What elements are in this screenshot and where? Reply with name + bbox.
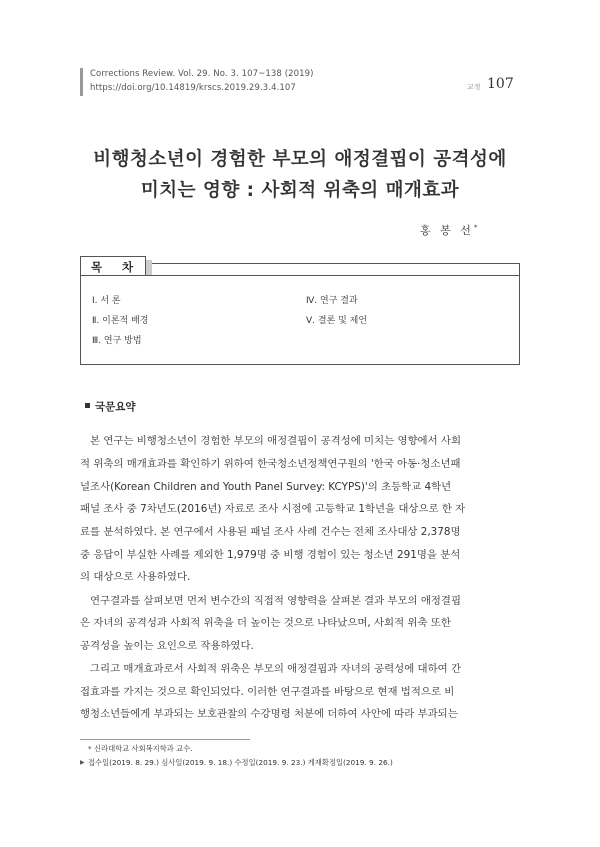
abstract-line: 널조사(Korean Children and Youth Panel Survey: KCYPS)'의 초등학교 4학년 — [80, 481, 452, 493]
footnote-dates: 접수일(2019. 8. 29.) 심사일(2019. 9. 18.) 수정일(2019. 9. 23.) 게재확정일(2019. 9. 26.) — [88, 758, 393, 767]
footnote-triangle-icon: ▶ — [80, 759, 85, 766]
page-number: 107 — [487, 76, 514, 92]
paper-title-line-1: 비행청소년이 경험한 부모의 애정결핍이 공격성에 — [93, 149, 507, 170]
abstract-line: 은 자녀의 공격성과 사회적 위축을 더 높이는 것으로 나타났으며, 사회적 위축 또한 — [80, 617, 451, 629]
abstract-line: 접효과를 가지는 것으로 확인되었다. 이러한 연구결과를 바탕으로 현재 법적으로 비 — [80, 686, 455, 698]
journal-citation: Corrections Review. Vol. 29. No. 3. 107~138 (2019) — [90, 69, 314, 79]
toc-item-conclusion: Ⅴ. 결론 및 제언 — [306, 316, 368, 326]
header-accent-bar — [80, 68, 83, 96]
toc-item-background: Ⅱ. 이론적 배경 — [92, 316, 149, 326]
abstract-line: 행청소년들에게 부과되는 보호관찰의 수강명령 처분에 더하여 사안에 따라 부과되는 — [80, 708, 458, 720]
footnote-affiliation: * 신라대학교 사회복지학과 교수. — [88, 744, 193, 753]
doi-link[interactable]: https://doi.org/10.14819/krscs.2019.29.3.4.107 — [90, 83, 296, 93]
toc-item-method: Ⅲ. 연구 방법 — [92, 336, 142, 346]
abstract-line: 적 위축의 매개효과를 확인하기 위하여 한국청소년정책연구원의 '한국 아동·청소년패 — [80, 458, 461, 470]
abstract-line: 공격성을 높이는 요인으로 작용하였다. — [80, 640, 254, 652]
abstract-heading: 국문요약 — [95, 401, 136, 413]
author-footnote-mark: * — [473, 223, 478, 232]
footnote-rule — [80, 739, 250, 740]
abstract-line: 의 대상으로 사용하였다. — [80, 571, 191, 583]
toc-item-introduction: Ⅰ. 서 론 — [92, 296, 121, 306]
author-name: 홍 봉 선 — [420, 224, 474, 237]
abstract-line: 패널 조사 중 7차년도(2016년) 자료로 조사 시점에 고등학교 1학년을 대상으로 한 자 — [80, 503, 466, 515]
section-bullet-icon — [85, 403, 90, 408]
abstract-line: 연구결과를 살펴보면 먼저 변수간의 직접적 영향력을 살펴본 결과 부모의 애정결핍 — [90, 595, 461, 607]
abstract-line: 그리고 매개효과로서 사회적 위축은 부모의 애정결핍과 자녀의 공력성에 대하여 간 — [90, 663, 461, 675]
abstract-line: 중 응답이 부실한 사례를 제외한 1,979명 중 비행 경험이 있는 청소년 291명을 분석 — [80, 549, 461, 561]
abstract-line: 료를 분석하였다. 본 연구에서 사용된 패널 조사 사례 건수는 전체 조사대상 2,378명 — [80, 526, 461, 538]
page-mark: 교정 — [467, 83, 481, 91]
toc-divider — [80, 275, 520, 276]
paper-title-line-2: 미치는 영향 : 사회적 위축의 매개효과 — [140, 180, 460, 201]
toc-tab-shadow — [146, 260, 152, 276]
author — [420, 222, 477, 238]
toc-item-results: Ⅳ. 연구 결과 — [306, 296, 358, 306]
toc-title: 목 차 — [90, 260, 142, 274]
abstract-line: 본 연구는 비행청소년이 경험한 부모의 애정결핍이 공격성에 미치는 영향에서 사회 — [90, 435, 461, 447]
